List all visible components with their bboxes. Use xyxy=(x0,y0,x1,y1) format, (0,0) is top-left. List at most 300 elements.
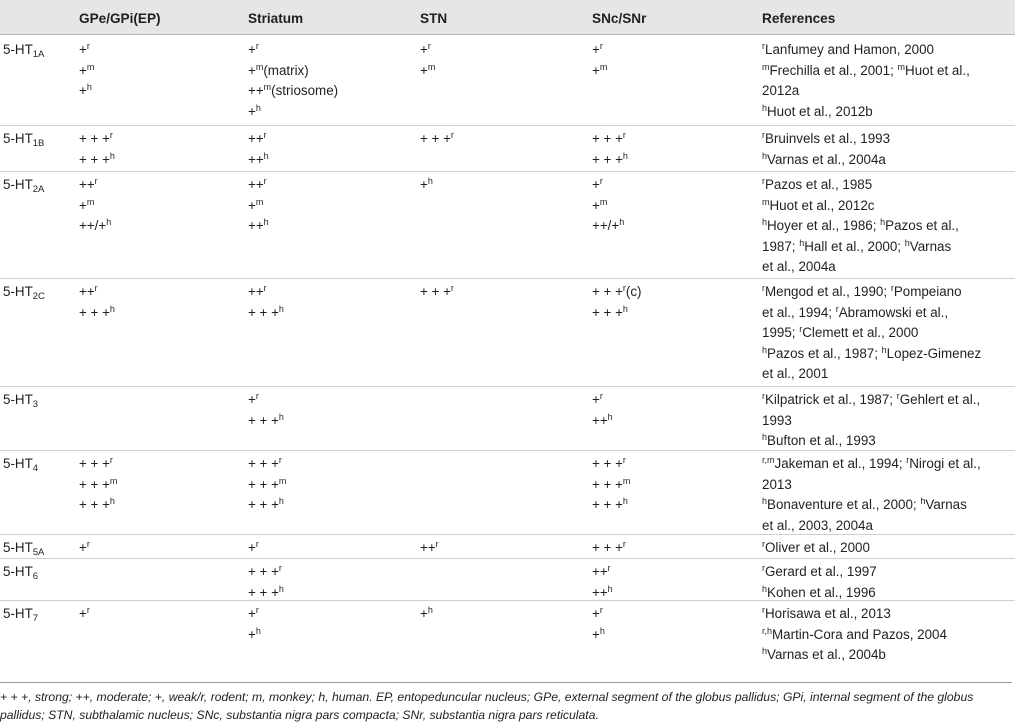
species-mark: r xyxy=(86,539,90,549)
species-mark: h xyxy=(881,344,887,355)
stn-cell xyxy=(420,538,439,559)
expression-level: + xyxy=(248,540,256,555)
expression-level: + xyxy=(79,62,87,78)
snc-level xyxy=(592,40,607,61)
species-mark: h xyxy=(255,102,261,113)
expression-level: ++ xyxy=(248,177,264,192)
snc-cell xyxy=(592,40,607,81)
expression-level: + xyxy=(592,392,600,407)
gpe-level xyxy=(79,216,111,237)
expression-level: + + + xyxy=(592,456,623,471)
references-cell xyxy=(762,538,870,559)
species-mark: m xyxy=(427,61,436,72)
gpe-cell xyxy=(79,175,111,237)
expression-level: + + + xyxy=(248,497,279,512)
snc-cell xyxy=(592,604,605,645)
expression-level: ++ xyxy=(248,83,264,98)
receptor-subtype: 5A xyxy=(32,547,45,558)
reference-line xyxy=(762,282,981,303)
row-divider xyxy=(0,450,1015,451)
species-mark: r xyxy=(109,130,113,140)
species-mark: h xyxy=(762,150,768,161)
citation-text: Pazos et al., 1987; xyxy=(767,345,882,361)
expression-level: ++/+ xyxy=(79,218,107,233)
gpe-level xyxy=(79,475,117,496)
species-mark: m xyxy=(622,475,631,486)
expression-level: + + + xyxy=(248,456,279,471)
species-mark: r xyxy=(835,303,839,314)
expression-level: + xyxy=(592,606,600,621)
reference-line xyxy=(762,129,890,150)
expression-level: + xyxy=(79,606,87,621)
gpe-level xyxy=(79,81,94,102)
snc-level xyxy=(592,129,628,150)
species-mark: h xyxy=(762,344,768,355)
expression-level: + + + xyxy=(592,151,623,167)
citation-text: Hoyer et al., 1986; xyxy=(767,218,881,233)
snc-level xyxy=(592,625,605,646)
species-mark: h xyxy=(109,303,115,314)
reference-line xyxy=(762,81,970,102)
striatum-level xyxy=(248,303,284,324)
species-mark: h xyxy=(599,625,605,636)
striatum-level xyxy=(248,538,259,559)
expression-level: + xyxy=(592,626,600,642)
gpe-level xyxy=(79,61,94,82)
expression-level: + xyxy=(248,62,256,78)
species-mark: m xyxy=(263,82,272,92)
receptor-subtype: 6 xyxy=(32,571,39,582)
references-cell xyxy=(762,282,981,385)
gpe-cell xyxy=(79,604,90,625)
expression-level: + xyxy=(420,62,428,78)
striatum-level xyxy=(248,604,261,625)
expression-level: + xyxy=(248,606,256,621)
species-mark: r,h xyxy=(762,625,773,636)
species-mark: r xyxy=(762,176,765,186)
striatum-level xyxy=(248,40,338,61)
expression-level: + + + xyxy=(420,284,451,299)
row-divider xyxy=(0,386,1015,387)
gpe-level xyxy=(79,604,90,625)
expression-level: + + + xyxy=(79,476,110,492)
snc-level xyxy=(592,495,630,516)
citation-text: Pazos et al., xyxy=(885,218,959,233)
species-mark: r xyxy=(762,130,765,140)
species-mark: r xyxy=(599,391,603,401)
stn-level xyxy=(420,282,454,303)
striatum-cell xyxy=(248,175,269,237)
reference-line xyxy=(762,516,981,537)
reference-line xyxy=(762,237,959,258)
snc-level xyxy=(592,475,630,496)
snc-level xyxy=(592,562,613,583)
expression-level: + xyxy=(592,62,600,78)
citation-text: Gehlert et al., xyxy=(899,392,981,407)
citation-text: Pompeiano xyxy=(893,284,962,299)
species-mark: r xyxy=(263,176,267,186)
stn-level xyxy=(420,604,433,625)
citation-text: Bruinvels et al., 1993 xyxy=(765,131,891,146)
species-mark: r xyxy=(450,283,454,293)
species-mark: r xyxy=(255,539,259,549)
citation-text: Huot et al., 2012b xyxy=(767,103,873,119)
reference-line xyxy=(762,364,981,385)
species-mark: r xyxy=(762,539,765,549)
reference-line xyxy=(762,390,980,411)
references-cell xyxy=(762,129,890,170)
citation-text: Frechilla et al., 2001; xyxy=(769,62,898,78)
striatum-level xyxy=(248,129,269,150)
snc-level xyxy=(592,150,628,171)
citation-text: 1993 xyxy=(762,412,792,428)
species-mark: h xyxy=(106,217,112,227)
receptor-cell xyxy=(3,454,38,475)
snc-cell xyxy=(592,390,613,431)
species-mark: h xyxy=(109,496,115,506)
citation-text: 1995; xyxy=(762,325,800,340)
species-mark: r xyxy=(622,455,626,465)
species-mark: h xyxy=(278,303,284,314)
expression-level: ++ xyxy=(592,584,608,600)
snc-level xyxy=(592,390,613,411)
stn-level xyxy=(420,538,439,559)
expression-level: + xyxy=(248,42,256,57)
species-mark: h xyxy=(622,496,628,506)
species-mark: h xyxy=(762,646,768,656)
species-mark: r xyxy=(906,455,910,465)
striatum-level xyxy=(248,390,284,411)
species-mark: h xyxy=(278,496,284,506)
reference-line xyxy=(762,61,970,82)
snc-level xyxy=(592,303,642,324)
gpe-cell xyxy=(79,538,90,559)
expression-level: + xyxy=(420,42,428,57)
stn-cell xyxy=(420,604,433,625)
table-header xyxy=(0,0,1015,34)
citation-text: Lopez-Gimenez xyxy=(886,345,982,361)
references-cell xyxy=(762,604,947,666)
receptor-name xyxy=(3,604,38,625)
species-mark: r xyxy=(255,605,259,615)
expression-level: ++ xyxy=(79,284,95,299)
striatum-level xyxy=(248,454,286,475)
expression-level: + + + xyxy=(420,131,451,146)
species-mark: h xyxy=(762,496,768,506)
citation-text: Horisawa et al., 2013 xyxy=(765,606,891,621)
species-mark: h xyxy=(880,217,886,227)
species-mark: m xyxy=(762,196,770,207)
species-mark: h xyxy=(762,217,768,227)
receptor-base: 5-HT xyxy=(3,392,33,407)
reference-line xyxy=(762,216,959,237)
striatum-level xyxy=(248,562,284,583)
species-mark: r xyxy=(435,539,439,549)
annotation: (c) xyxy=(625,284,642,299)
expression-level: ++ xyxy=(592,564,608,579)
species-mark: h xyxy=(619,217,625,227)
citation-text: Varnas xyxy=(909,238,952,254)
species-mark: r xyxy=(896,391,900,401)
receptor-name xyxy=(3,175,44,196)
species-mark: r xyxy=(427,41,431,51)
references-cell xyxy=(762,390,980,452)
species-mark: r xyxy=(599,176,603,186)
expression-level: + + + xyxy=(79,497,110,512)
stn-cell xyxy=(420,282,454,303)
expression-level: + + + xyxy=(592,540,623,555)
expression-level: + + + xyxy=(79,131,110,146)
receptor-name xyxy=(3,454,38,475)
species-mark: r xyxy=(109,455,113,465)
stn-level xyxy=(420,40,435,61)
row-divider xyxy=(0,558,1015,559)
snc-level xyxy=(592,282,642,303)
header-references: References xyxy=(762,11,836,26)
references-cell xyxy=(762,40,970,122)
expression-level: ++ xyxy=(248,284,264,299)
striatum-cell xyxy=(248,562,284,603)
row-divider xyxy=(0,125,1015,126)
citation-text: Varnas et al., 2004b xyxy=(767,647,886,662)
receptor-name xyxy=(3,538,44,559)
references-cell xyxy=(762,562,877,603)
reference-line xyxy=(762,645,947,666)
reference-line xyxy=(762,150,890,171)
receptor-cell xyxy=(3,129,44,150)
species-mark: m xyxy=(599,61,608,72)
reference-line xyxy=(762,411,980,432)
species-mark: r xyxy=(450,130,454,140)
gpe-cell xyxy=(79,282,115,323)
species-mark: h xyxy=(762,583,768,594)
species-mark: r xyxy=(94,176,98,186)
gpe-cell xyxy=(79,454,117,516)
citation-text: Clemett et al., 2000 xyxy=(802,325,919,340)
expression-level: + + + xyxy=(248,584,279,600)
striatum-cell xyxy=(248,129,269,170)
species-mark: r xyxy=(762,391,765,401)
row-divider xyxy=(0,278,1015,279)
citation-text: Bonaventure et al., 2000; xyxy=(767,497,921,512)
striatum-level xyxy=(248,150,269,171)
reference-line xyxy=(762,303,981,324)
references-cell xyxy=(762,175,959,278)
receptor-base: 5-HT xyxy=(3,540,33,555)
species-mark: r xyxy=(890,283,894,293)
expression-level: + xyxy=(79,42,87,57)
species-mark: h xyxy=(263,217,269,227)
striatum-level xyxy=(248,625,261,646)
species-mark: h xyxy=(607,411,613,422)
citation-text: Abramowski et al., xyxy=(838,304,949,320)
species-mark: r xyxy=(762,605,765,615)
stn-level xyxy=(420,129,454,150)
expression-level: + + + xyxy=(592,476,623,492)
species-mark: h xyxy=(427,176,433,186)
citation-text: Varnas xyxy=(925,497,967,512)
species-mark: h xyxy=(607,583,613,594)
header-striatum: Striatum xyxy=(248,11,304,26)
citation-text: Huot et al., xyxy=(905,62,970,78)
gpe-level xyxy=(79,196,111,217)
snc-level xyxy=(592,604,605,625)
expression-level: + + + xyxy=(248,476,279,492)
striatum-level xyxy=(248,475,286,496)
species-mark: r xyxy=(622,130,626,140)
striatum-level xyxy=(248,102,338,123)
receptor-cell xyxy=(3,282,45,303)
species-mark: m xyxy=(109,475,118,486)
row-divider xyxy=(0,171,1015,172)
species-mark: h xyxy=(278,411,284,422)
receptor-subtype: 4 xyxy=(32,463,39,474)
citation-text: et al., 2003, 2004a xyxy=(762,517,873,533)
striatum-cell xyxy=(248,604,261,645)
gpe-level xyxy=(79,150,115,171)
expression-level: + + + xyxy=(248,412,279,428)
reference-line xyxy=(762,431,980,452)
reference-line xyxy=(762,40,970,61)
gpe-cell xyxy=(79,129,115,170)
receptor-base: 5-HT xyxy=(3,284,33,299)
header-snc-snr: SNc/SNr xyxy=(592,11,647,26)
snc-level xyxy=(592,196,624,217)
reference-line xyxy=(762,454,981,475)
species-mark: h xyxy=(904,237,910,248)
expression-level: ++/+ xyxy=(592,218,620,233)
species-mark: r xyxy=(263,283,267,293)
expression-level: + + + xyxy=(248,564,279,579)
receptor-base: 5-HT xyxy=(3,42,33,57)
receptor-base: 5-HT xyxy=(3,456,33,471)
species-mark: r xyxy=(622,539,626,549)
receptor-subtype: 1A xyxy=(32,49,45,60)
striatum-level xyxy=(248,196,269,217)
citation-text: Lanfumey and Hamon, 2000 xyxy=(765,42,934,57)
gpe-level xyxy=(79,129,115,150)
striatum-level xyxy=(248,175,269,196)
annotation: (matrix) xyxy=(263,62,309,78)
receptor-base: 5-HT xyxy=(3,177,33,192)
table-footnote: + + +, strong; ++, moderate; +, weak/r, rodent; m, monkey; h, human. EP, entopeduncular nucleus; GPe, external segment of the globus pallidus; GPi, internal segment of the globus pallidus; STN, subthalamic nucleus; SNc, substantia nigra pars compacta; SNr, substantia nigra pars reticulata. xyxy=(0,682,1012,724)
expression-level: + + + xyxy=(79,456,110,471)
snc-level xyxy=(592,175,624,196)
species-mark: h xyxy=(255,625,261,636)
gpe-cell xyxy=(79,40,94,102)
species-mark: r xyxy=(599,605,603,615)
header-stn: STN xyxy=(420,11,448,26)
reference-line xyxy=(762,175,959,196)
gpe-level xyxy=(79,495,117,516)
reference-line xyxy=(762,475,981,496)
stn-level xyxy=(420,61,435,82)
expression-level: + xyxy=(79,540,87,555)
species-mark: r xyxy=(263,130,267,140)
species-mark: r xyxy=(762,283,765,293)
expression-level: + + + xyxy=(592,497,623,512)
species-mark: r xyxy=(278,563,282,573)
receptor-cell xyxy=(3,40,44,61)
species-mark: r xyxy=(799,324,803,334)
references-cell xyxy=(762,454,981,536)
reference-line xyxy=(762,562,877,583)
citation-text: Pazos et al., 1985 xyxy=(765,177,873,192)
species-mark: m xyxy=(255,196,264,207)
reference-line xyxy=(762,323,981,344)
gpe-level xyxy=(79,303,115,324)
expression-level: + + + xyxy=(248,304,279,320)
striatum-level xyxy=(248,495,286,516)
receptor-subtype: 1B xyxy=(32,138,45,149)
expression-level: + xyxy=(248,103,256,119)
annotation: (striosome) xyxy=(271,83,339,98)
expression-level: + xyxy=(248,626,256,642)
species-mark: r xyxy=(622,283,626,293)
receptor-cell xyxy=(3,604,38,625)
citation-text: Martin-Cora and Pazos, 2004 xyxy=(772,626,947,642)
citation-text: Kohen et al., 1996 xyxy=(767,584,876,600)
citation-text: Nirogi et al., xyxy=(909,456,981,471)
species-mark: r xyxy=(94,283,98,293)
receptor-cell xyxy=(3,175,44,196)
receptor-base: 5-HT xyxy=(3,564,33,579)
striatum-cell xyxy=(248,40,338,122)
species-mark: h xyxy=(762,432,768,442)
gpe-level xyxy=(79,282,115,303)
expression-level: + xyxy=(420,606,428,621)
gpe-level xyxy=(79,538,90,559)
reference-line xyxy=(762,196,959,217)
gpe-level xyxy=(79,454,117,475)
species-mark: m xyxy=(86,61,95,72)
species-mark: r xyxy=(599,41,603,51)
citation-text: Bufton et al., 1993 xyxy=(767,433,876,448)
snc-cell xyxy=(592,175,624,237)
species-mark: h xyxy=(799,237,805,248)
species-mark: r xyxy=(86,41,90,51)
receptor-name xyxy=(3,40,44,61)
snc-level xyxy=(592,454,630,475)
citation-text: Gerard et al., 1997 xyxy=(765,564,877,579)
species-mark: m xyxy=(255,61,264,72)
reference-line xyxy=(762,344,981,365)
striatum-cell xyxy=(248,390,284,431)
header-rule xyxy=(0,34,1015,35)
stn-cell xyxy=(420,40,435,81)
receptor-cell xyxy=(3,562,38,583)
header-gpe: GPe/GPi(EP) xyxy=(79,11,161,26)
snc-level xyxy=(592,61,607,82)
species-mark: m xyxy=(762,61,770,72)
species-mark: m xyxy=(86,196,95,207)
species-mark: h xyxy=(762,102,768,113)
species-mark: r xyxy=(762,41,765,51)
expression-level: ++ xyxy=(248,131,264,146)
expression-level: ++ xyxy=(79,177,95,192)
species-mark: r xyxy=(762,563,765,573)
receptor-name xyxy=(3,282,45,303)
receptor-subtype: 3 xyxy=(32,399,39,410)
expression-level: + + + xyxy=(592,304,623,320)
citation-text: Mengod et al., 1990; xyxy=(765,284,891,299)
striatum-level xyxy=(248,61,338,82)
reference-line xyxy=(762,495,981,516)
citation-text: 2012a xyxy=(762,83,800,98)
species-mark: h xyxy=(109,150,115,161)
receptor-base: 5-HT xyxy=(3,131,33,146)
species-mark: h xyxy=(86,82,92,92)
